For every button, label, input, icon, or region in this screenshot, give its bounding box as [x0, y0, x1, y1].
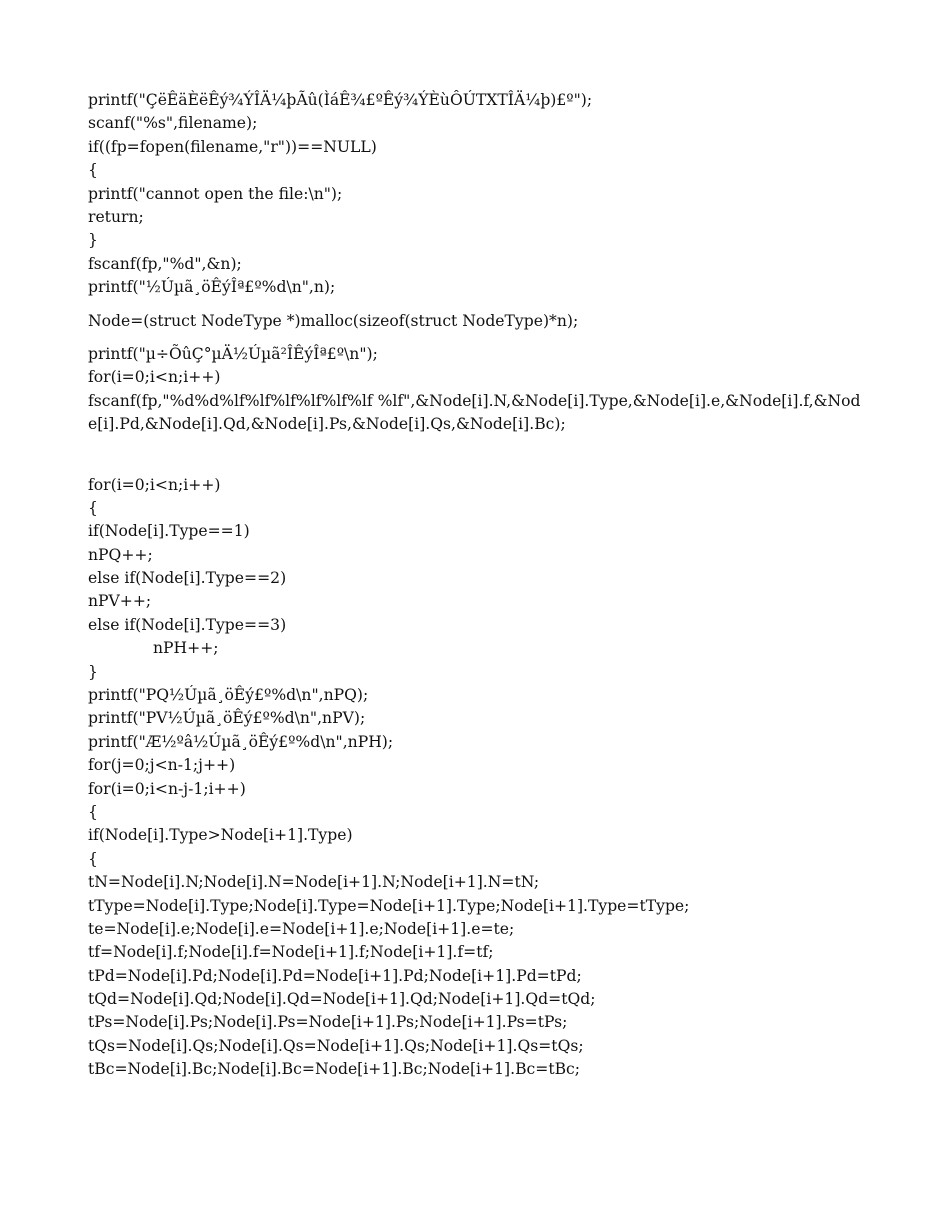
code-line: {: [88, 802, 98, 821]
code-line: tQd=Node[i].Qd;Node[i].Qd=Node[i+1].Qd;Node[i+1].Qd=tQd;: [88, 990, 596, 1009]
code-line: Node=(struct NodeType *)malloc(sizeof(struct NodeType)*n);: [88, 311, 579, 330]
code-line: tPd=Node[i].Pd;Node[i].Pd=Node[i+1].Pd;Node[i+1].Pd=tPd;: [88, 966, 582, 985]
blank-gap: [88, 333, 868, 343]
code-line: tBc=Node[i].Bc;Node[i].Bc=Node[i+1].Bc;Node[i+1].Bc=tBc;: [88, 1060, 581, 1079]
code-line: printf("Æ½ºâ½Úµã¸öÊý£º%d\n",nPH);: [88, 732, 394, 751]
code-line: if(Node[i].Type==1): [88, 522, 250, 541]
code-line: scanf("%s",filename);: [88, 114, 258, 133]
code-line: for(i=0;i<n-j-1;i++): [88, 779, 246, 798]
code-line: }: [88, 662, 98, 681]
code-line: tType=Node[i].Type;Node[i].Type=Node[i+1].Type;Node[i+1].Type=tType;: [88, 896, 690, 915]
code-line: return;: [88, 207, 144, 226]
code-line: printf("PQ½Úµã¸öÊý£º%d\n",nPQ);: [88, 686, 369, 705]
code-line: tf=Node[i].f;Node[i].f=Node[i+1].f;Node[i+1].f=tf;: [88, 943, 494, 962]
code-line: printf("½Úµã¸öÊýÎª£º%d\n",n);: [88, 278, 336, 297]
code-line: printf("µ÷ÕûÇ°µÄ½Úµã²ÎÊýÎª£º\n");: [88, 344, 378, 363]
code-line: tQs=Node[i].Qs;Node[i].Qs=Node[i+1].Qs;Node[i+1].Qs=tQs;: [88, 1036, 584, 1055]
code-line: printf("ÇëÊäÈëÊý¾ÝÎÄ¼þÃû(ÌáÊ¾£ºÊý¾ÝÈùÔÚTXTÎÄ¼þ)£º");: [88, 91, 593, 109]
blank-gap: [88, 437, 868, 474]
code-line: if((fp=fopen(filename,"r"))==NULL): [88, 137, 377, 156]
code-line: tPs=Node[i].Ps;Node[i].Ps=Node[i+1].Ps;Node[i+1].Ps=tPs;: [88, 1013, 568, 1032]
code-line: tN=Node[i].N;Node[i].N=Node[i+1].N;Node[i+1].N=tN;: [88, 873, 540, 892]
code-line: nPV++;: [88, 592, 152, 611]
code-line: {: [88, 161, 98, 180]
code-line: fscanf(fp,"%d",&n);: [88, 254, 242, 273]
code-line: te=Node[i].e;Node[i].e=Node[i+1].e;Node[i+1].e=te;: [88, 919, 515, 938]
code-line: printf("PV½Úµã¸öÊý£º%d\n",nPV);: [88, 709, 366, 728]
code-listing: [88, 89, 868, 1082]
code-line: else if(Node[i].Type==3): [88, 615, 287, 634]
code-line: for(j=0;j<n-1;j++): [88, 756, 236, 775]
code-line-wrapped: fscanf(fp,"%d%d%lf%lf%lf%lf%lf%lf %lf",&Node[i].N,&Node[i].Type,&Node[i].e,&Node[i].f,&Node[i].Pd,&Node[i].Qd,&Node[i].Ps,&Node[i].Qs,&Node[i].Bc);: [88, 391, 861, 434]
code-line: else if(Node[i].Type==2): [88, 569, 287, 588]
code-line: nPQ++;: [88, 545, 153, 564]
code-line: {: [88, 498, 98, 517]
code-line: printf("cannot open the file:\n");: [88, 184, 343, 203]
blank-gap: [88, 300, 868, 310]
code-line: if(Node[i].Type>Node[i+1].Type): [88, 826, 353, 845]
code-line: for(i=0;i<n;i++): [88, 475, 221, 494]
code-line: nPH++;: [153, 639, 219, 658]
code-line: }: [88, 231, 98, 250]
code-line: {: [88, 849, 98, 868]
code-line: for(i=0;i<n;i++): [88, 368, 221, 387]
